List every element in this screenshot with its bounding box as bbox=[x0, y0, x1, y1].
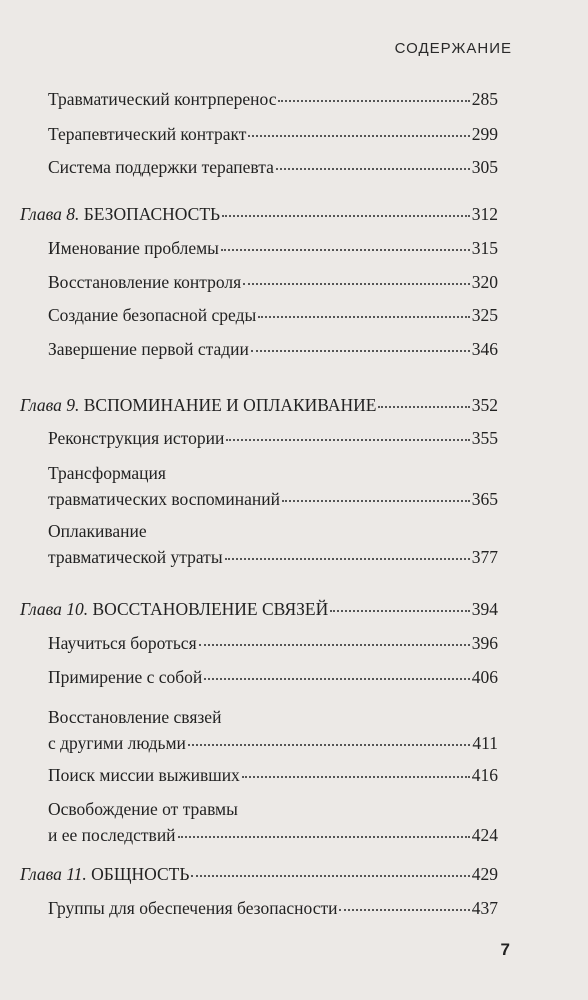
toc-section-entry bbox=[48, 235, 498, 261]
toc-page-number: 437 bbox=[471, 898, 498, 918]
toc-entry-row bbox=[20, 201, 498, 227]
toc-entry-row bbox=[48, 269, 498, 295]
toc-entry-row bbox=[48, 544, 498, 570]
toc-chapter-entry bbox=[20, 201, 498, 227]
toc-entry-title: Поиск миссии выживших bbox=[48, 765, 240, 785]
toc-page-number: 377 bbox=[471, 547, 498, 567]
toc-section-entry bbox=[48, 762, 498, 788]
chapter-label: Глава 9. bbox=[20, 395, 80, 415]
toc-entry-row bbox=[20, 596, 498, 622]
dot-leader bbox=[204, 677, 469, 680]
toc-entry-row bbox=[48, 730, 498, 756]
toc-chapter-entry bbox=[20, 596, 498, 622]
toc-entry-title: Именование проблемы bbox=[48, 238, 219, 258]
toc-section-entry bbox=[48, 796, 498, 848]
toc-entry-title: травматических воспоминаний bbox=[48, 489, 280, 509]
toc-section-entry bbox=[48, 269, 498, 295]
toc-entry-title: травматической утраты bbox=[48, 547, 223, 567]
toc-section-entry bbox=[48, 664, 498, 690]
chapter-label: Глава 10. bbox=[20, 599, 89, 619]
toc-entry-row bbox=[48, 630, 498, 656]
chapter-label: Глава 11. bbox=[20, 864, 87, 884]
toc-page-number: 299 bbox=[471, 124, 498, 144]
toc-entry-row bbox=[48, 121, 498, 147]
toc-entry-title: Терапевтический контракт bbox=[48, 124, 247, 144]
toc-page-number: 394 bbox=[471, 599, 498, 619]
dot-leader bbox=[199, 643, 470, 646]
toc-section-entry bbox=[48, 704, 498, 756]
toc-page-number: 320 bbox=[471, 272, 498, 292]
chapter-title: БЕЗОПАСНОСТЬ bbox=[83, 204, 221, 224]
toc-entry-row bbox=[48, 235, 498, 261]
toc-entry-row bbox=[48, 664, 498, 690]
toc-section-entry bbox=[48, 302, 498, 328]
dot-leader bbox=[178, 835, 470, 838]
toc-entry-row bbox=[48, 86, 498, 112]
toc-section-entry bbox=[48, 460, 498, 512]
toc-entry-title bbox=[20, 861, 189, 887]
toc-page-number: 411 bbox=[472, 733, 498, 753]
toc-chapter-entry bbox=[20, 392, 498, 418]
toc-entry-title: с другими людьми bbox=[48, 733, 186, 753]
toc-entry-title bbox=[20, 596, 328, 622]
toc-page-number: 429 bbox=[471, 864, 498, 884]
toc-section-entry bbox=[48, 425, 498, 451]
toc-section-entry bbox=[48, 336, 498, 362]
toc-entry-title-line1: Восстановление связей bbox=[48, 707, 222, 727]
toc-entry-row bbox=[48, 822, 498, 848]
dot-leader bbox=[221, 248, 470, 251]
page-number: 7 bbox=[500, 940, 510, 959]
dot-leader bbox=[278, 99, 469, 102]
toc-page-number: 406 bbox=[471, 667, 498, 687]
dot-leader bbox=[251, 349, 470, 352]
toc-entry-row bbox=[48, 486, 498, 512]
toc-entry-title: Травматический контрперенос bbox=[48, 89, 277, 109]
dot-leader bbox=[282, 499, 470, 502]
toc-entry-row bbox=[20, 861, 498, 887]
toc-section-entry bbox=[48, 121, 498, 147]
toc-page-number: 355 bbox=[471, 428, 498, 448]
toc-entry-title: Восстановление контроля bbox=[48, 272, 242, 292]
chapter-title: ОБЩНОСТЬ bbox=[91, 864, 190, 884]
toc-entry-row bbox=[48, 762, 498, 788]
toc-entry-row bbox=[48, 425, 498, 451]
toc-section-entry bbox=[48, 895, 498, 921]
toc-entry-title: Система поддержки терапевта bbox=[48, 157, 274, 177]
toc-entry-title bbox=[20, 201, 220, 227]
toc-section-entry bbox=[48, 630, 498, 656]
toc-page-number: 424 bbox=[471, 825, 498, 845]
toc-page-number: 416 bbox=[471, 765, 498, 785]
dot-leader bbox=[339, 908, 469, 911]
toc-entry-title: Примирение с собой bbox=[48, 667, 203, 687]
toc-section-entry bbox=[48, 518, 498, 570]
running-header: СОДЕРЖАНИЕ bbox=[394, 40, 512, 57]
dot-leader bbox=[258, 315, 470, 318]
toc-entry-row bbox=[48, 336, 498, 362]
toc-entry-row bbox=[20, 392, 498, 418]
toc-entry-row bbox=[48, 895, 498, 921]
toc-entry-title-line1: Освобождение от травмы bbox=[48, 799, 238, 819]
toc-entry-title: Завершение первой стадии bbox=[48, 339, 249, 359]
toc-entry-title: и ее последствий bbox=[48, 825, 176, 845]
toc-page-number: 352 bbox=[471, 395, 498, 415]
toc-page-number: 396 bbox=[471, 633, 498, 653]
dot-leader bbox=[242, 775, 470, 778]
dot-leader bbox=[222, 214, 470, 217]
toc-entry-title-line1: Трансформация bbox=[48, 463, 166, 483]
toc-section-entry bbox=[48, 86, 498, 112]
toc-entry-row bbox=[48, 302, 498, 328]
dot-leader bbox=[330, 609, 470, 612]
toc-entry-title: Группы для обеспечения безопасности bbox=[48, 898, 338, 918]
toc-section-entry bbox=[48, 154, 498, 180]
toc-entry-title: Научиться бороться bbox=[48, 633, 197, 653]
toc-page-number: 325 bbox=[471, 305, 498, 325]
dot-leader bbox=[226, 438, 469, 441]
toc-entry-row bbox=[48, 154, 498, 180]
dot-leader bbox=[243, 282, 470, 285]
toc-chapter-entry bbox=[20, 861, 498, 887]
dot-leader bbox=[378, 405, 469, 408]
chapter-title: ВСПОМИНАНИЕ И ОПЛАКИВАНИЕ bbox=[83, 395, 377, 415]
toc-entry-title-line1: Оплакивание bbox=[48, 521, 147, 541]
toc-page-number: 285 bbox=[471, 89, 498, 109]
dot-leader bbox=[225, 557, 470, 560]
chapter-title: ВОССТАНОВЛЕНИЕ СВЯЗЕЙ bbox=[92, 599, 329, 619]
toc-entry-title: Создание безопасной среды bbox=[48, 305, 257, 325]
toc-page-number: 365 bbox=[471, 489, 498, 509]
dot-leader bbox=[191, 874, 469, 877]
dot-leader bbox=[248, 134, 469, 137]
toc-entry-title: Реконструкция истории bbox=[48, 428, 225, 448]
toc-page-number: 305 bbox=[471, 157, 498, 177]
chapter-label: Глава 8. bbox=[20, 204, 80, 224]
dot-leader bbox=[276, 167, 470, 170]
toc-page-number: 315 bbox=[471, 238, 498, 258]
toc-entry-title bbox=[20, 392, 376, 418]
dot-leader bbox=[188, 743, 470, 746]
toc-page-number: 312 bbox=[471, 204, 498, 224]
toc-page-number: 346 bbox=[471, 339, 498, 359]
